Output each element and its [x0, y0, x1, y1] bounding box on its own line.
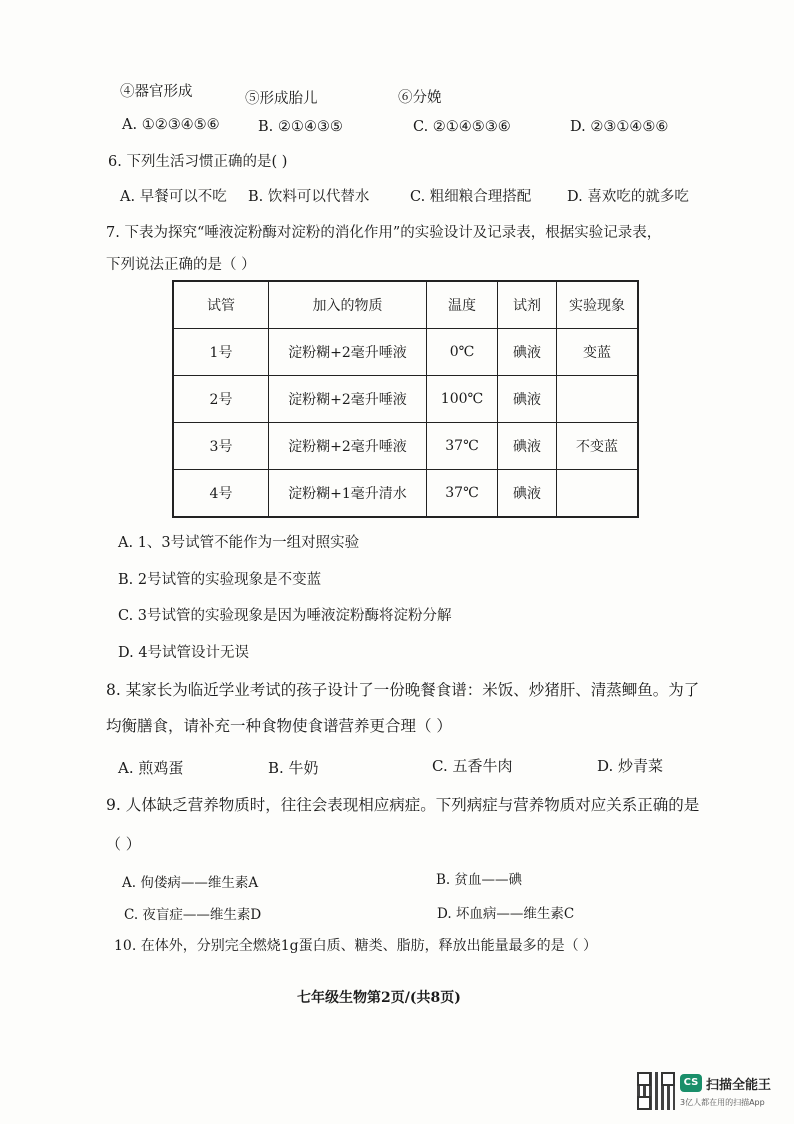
table-row	[173, 423, 638, 470]
qr-code-icon	[637, 1072, 675, 1110]
table-header: 加入的物质	[269, 281, 427, 329]
table-cell: 碘液	[498, 376, 557, 423]
table-cell: 碘液	[498, 329, 557, 376]
table-header-row	[173, 281, 638, 329]
camscanner-logo-icon: CS	[680, 1074, 702, 1092]
table-cell: 2号	[173, 376, 269, 423]
table-cell: 1号	[173, 329, 269, 376]
q5-option-b: B. ②①④③⑤	[258, 119, 343, 135]
table-cell: 37℃	[427, 423, 498, 470]
q6-stem: 6. 下列生活习惯正确的是( )	[108, 154, 288, 170]
q8-option-d: D. 炒青菜	[597, 757, 664, 775]
q6-option-d: D. 喜欢吃的就多吃	[567, 189, 689, 205]
scanner-app-name: 扫描全能王	[706, 1078, 772, 1093]
table-cell: 4号	[173, 470, 269, 518]
table-cell: 淀粉糊+2毫升唾液	[269, 329, 427, 376]
table-row	[173, 470, 638, 518]
table-cell: 碘液	[498, 423, 557, 470]
table-cell: 100℃	[427, 376, 498, 423]
table-cell: 淀粉糊+2毫升唾液	[269, 376, 427, 423]
q5-option-c: C. ②①④⑤③⑥	[413, 119, 511, 135]
q8-option-b: B. 牛奶	[268, 759, 319, 777]
q9-option-b: B. 贫血——碘	[436, 872, 523, 888]
q5-option-a: A. ①②③④⑤⑥	[122, 117, 220, 133]
q6-option-a: A. 早餐可以不吃	[120, 189, 227, 205]
q9-option-c: C. 夜盲症——维生素D	[124, 907, 262, 923]
scanner-app-slogan: 3亿人都在用的扫描App	[680, 1098, 765, 1107]
table-cell: 变蓝	[557, 329, 639, 376]
q8-option-a: A. 煎鸡蛋	[118, 759, 184, 777]
q7-option-c: C. 3号试管的实验现象是因为唾液淀粉酶将淀粉分解	[118, 608, 452, 624]
q8-stem-line2: 均衡膳食，请补充一种食物使食谱营养更合理（ ）	[106, 717, 452, 735]
q7-option-a: A. 1、3号试管不能作为一组对照实验	[118, 535, 360, 551]
table-cell: 淀粉糊+1毫升清水	[269, 470, 427, 518]
q7-stem-line1: 7. 下表为探究“唾液淀粉酶对淀粉的消化作用”的实验设计及记录表，根据实验记录表，	[106, 225, 662, 241]
table-header: 试管	[173, 281, 269, 329]
q9-option-d: D. 坏血病——维生素C	[437, 906, 575, 922]
table-cell: 37℃	[427, 470, 498, 518]
experiment-table	[172, 280, 639, 518]
table-row	[173, 376, 638, 423]
table-header: 实验现象	[557, 281, 639, 329]
table-cell: 0℃	[427, 329, 498, 376]
q6-option-b: B. 饮料可以代替水	[248, 189, 370, 205]
q5-item-6: ⑥分娩	[398, 90, 442, 106]
table-cell: 不变蓝	[557, 423, 639, 470]
q7-stem-line2: 下列说法正确的是（ ）	[106, 257, 256, 273]
q8-stem-line1: 8. 某家长为临近学业考试的孩子设计了一份晚餐食谱：米饭、炒猪肝、清蒸鲫鱼。为了	[106, 681, 700, 699]
q5-item-4: ④器官形成	[120, 84, 193, 100]
table-cell: 淀粉糊+2毫升唾液	[269, 423, 427, 470]
page-footer: 七年级生物第2页/(共8页)	[297, 990, 461, 1006]
q9-stem-line2: （ ）	[106, 835, 141, 853]
table-cell	[557, 376, 639, 423]
table-row	[173, 329, 638, 376]
q5-option-d: D. ②③①④⑤⑥	[570, 119, 669, 135]
q9-stem-line1: 9. 人体缺乏营养物质时，往往会表现相应病症。下列病症与营养物质对应关系正确的是	[106, 796, 700, 814]
table-header: 温度	[427, 281, 498, 329]
q5-item-5: ⑤形成胎儿	[245, 91, 318, 107]
q6-option-c: C. 粗细粮合理搭配	[410, 189, 532, 205]
table-cell	[557, 470, 639, 518]
q7-option-d: D. 4号试管设计无误	[118, 645, 250, 661]
q8-option-c: C. 五香牛肉	[432, 757, 513, 775]
table-cell: 3号	[173, 423, 269, 470]
q9-option-a: A. 佝偻病——维生素A	[122, 875, 259, 891]
q10-stem: 10. 在体外，分别完全燃烧1g蛋白质、糖类、脂肪，释放出能量最多的是（ ）	[114, 938, 598, 954]
q7-option-b: B. 2号试管的实验现象是不变蓝	[118, 572, 322, 588]
table-cell: 碘液	[498, 470, 557, 518]
table-header: 试剂	[498, 281, 557, 329]
